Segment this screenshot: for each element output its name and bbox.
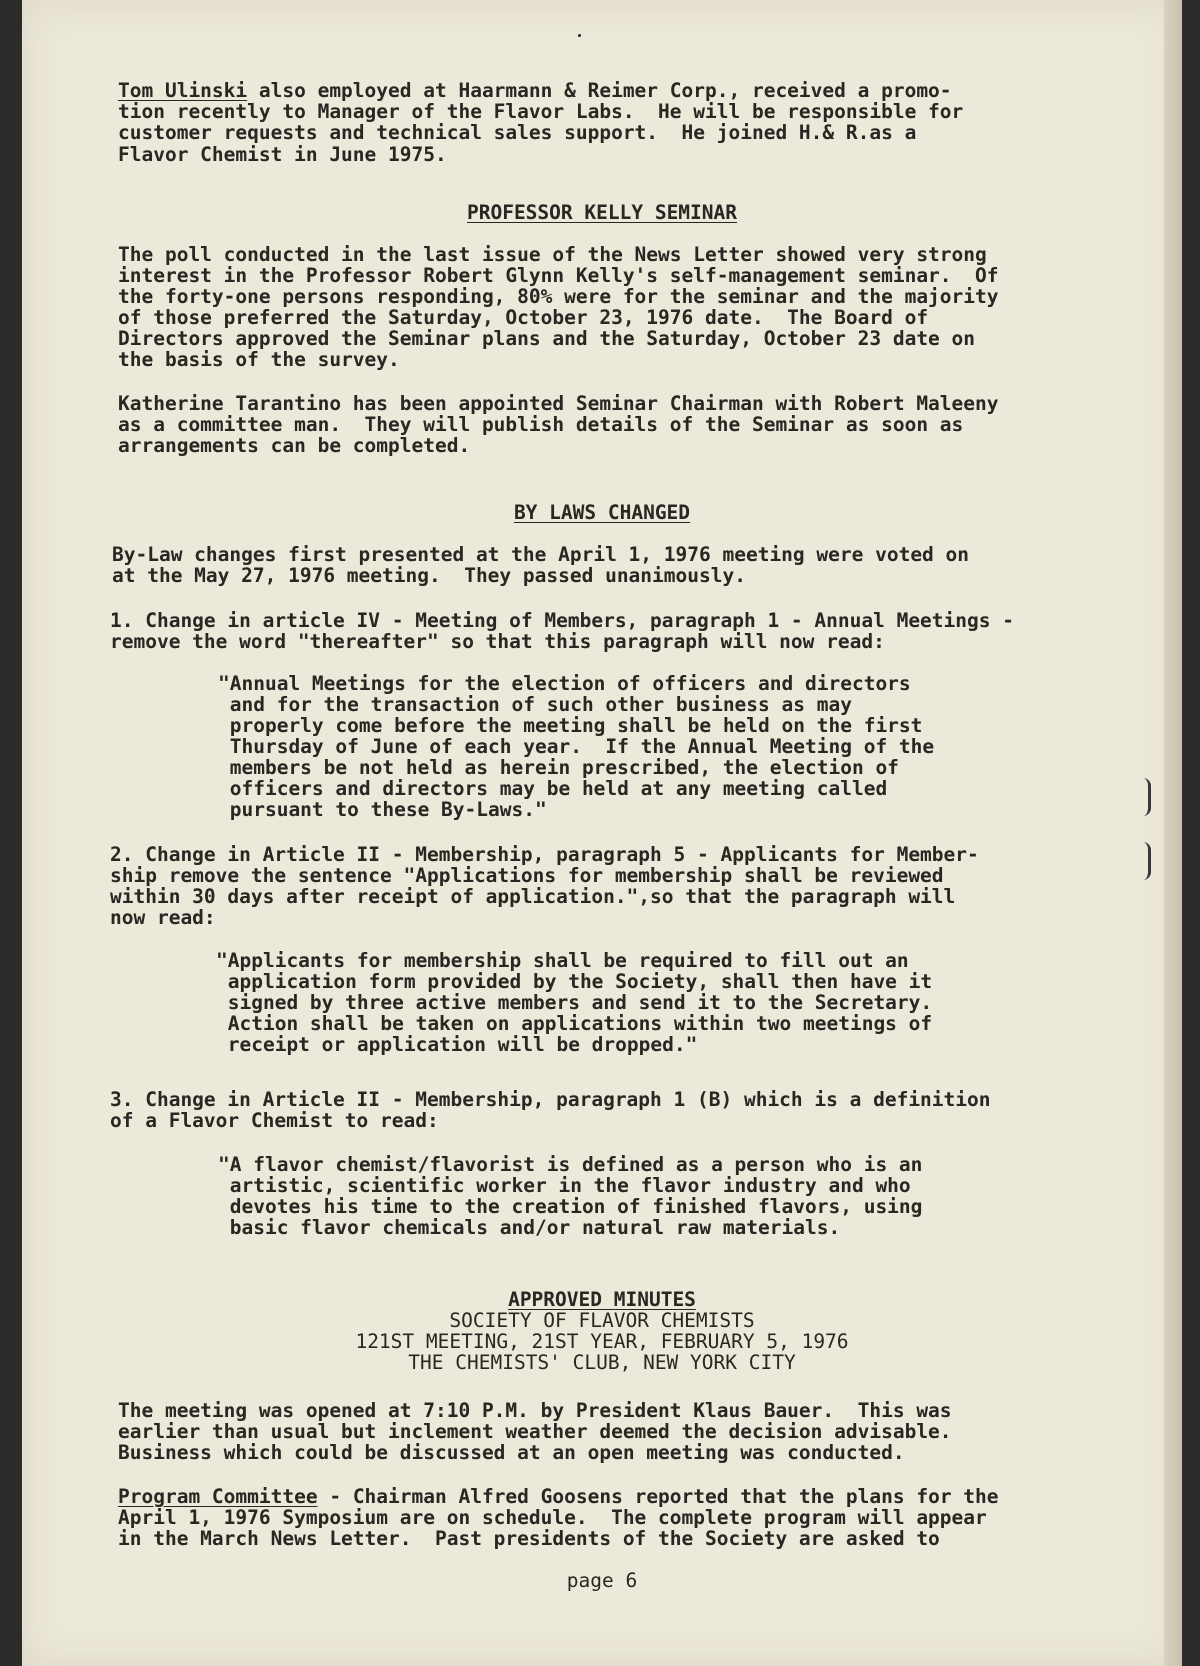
quote-line: "Annual Meetings for the election of officers and directors xyxy=(218,672,911,695)
quote-line: receipt or application will be dropped." xyxy=(216,1033,698,1056)
document-page xyxy=(22,0,1182,1666)
program-line: in the March News Letter. Past presidents of the Society are asked to xyxy=(118,1527,940,1550)
minutes-line: earlier than usual but inclement weather deemed the decision advisable. xyxy=(118,1420,952,1443)
program-line-1: Program Committee - Chairman Alfred Goosens reported that the plans for the xyxy=(118,1485,999,1508)
kelly-line: Katherine Tarantino has been appointed Seminar Chairman with Robert Maleeny xyxy=(118,392,999,415)
ulinski-line: Flavor Chemist in June 1975. xyxy=(118,143,447,166)
minutes-location: THE CHEMISTS' CLUB, NEW YORK CITY xyxy=(408,1351,796,1374)
page-number: page 6 xyxy=(566,1569,638,1592)
quote-line: and for the transaction of such other business as may xyxy=(218,693,852,716)
ulinski-line: customer requests and technical sales support. He joined H.& R.as a xyxy=(118,121,917,144)
minutes-line: The meeting was opened at 7:10 P.M. by President Klaus Bauer. This was xyxy=(118,1399,952,1422)
minutes-line: Business which could be discussed at an open meeting was conducted. xyxy=(118,1441,905,1464)
quote-line: basic flavor chemicals and/or natural raw materials. xyxy=(218,1216,841,1239)
ulinski-line: tion recently to Manager of the Flavor Labs. He will be responsible for xyxy=(118,100,964,123)
minutes-heading: APPROVED MINUTES xyxy=(508,1288,696,1311)
bylaws-line: ship remove the sentence "Applications for membership shall be reviewed xyxy=(110,864,944,887)
bylaws-line: 3. Change in Article II - Membership, paragraph 1 (B) which is a definition xyxy=(110,1088,991,1111)
quote-line: Thursday of June of each year. If the Annual Meeting of the xyxy=(218,735,935,758)
ulinski-name: Tom Ulinski xyxy=(118,79,248,102)
quote-line: application form provided by the Society, shall then have it xyxy=(216,970,933,993)
quote-line: members be not held as herein prescribed, the election of xyxy=(218,756,899,779)
minutes-meeting: 121ST MEETING, 21ST YEAR, FEBRUARY 5, 1976 xyxy=(355,1330,849,1353)
bylaws-line: within 30 days after receipt of application.",so that the paragraph will xyxy=(110,885,956,908)
bylaws-line: at the May 27, 1976 meeting. They passed unanimously. xyxy=(112,564,746,587)
quote-line: Action shall be taken on applications within two meetings of xyxy=(216,1012,933,1035)
ulinski-line-1: Tom Ulinski also employed at Haarmann & Reimer Corp., received a promo- xyxy=(118,79,952,102)
ink-dot xyxy=(578,34,581,37)
bylaws-line: remove the word "thereafter" so that this paragraph will now read: xyxy=(110,630,885,653)
kelly-line: interest in the Professor Robert Glynn Kelly's self-management seminar. Of xyxy=(118,264,999,287)
kelly-line: arrangements can be completed. xyxy=(118,434,471,457)
quote-line: "Applicants for membership shall be required to fill out an xyxy=(216,949,909,972)
kelly-line: the basis of the survey. xyxy=(118,348,400,371)
kelly-heading: PROFESSOR KELLY SEMINAR xyxy=(466,201,738,224)
kelly-line: The poll conducted in the last issue of the News Letter showed very strong xyxy=(118,243,987,266)
bylaws-line: 2. Change in Article II - Membership, paragraph 5 - Applicants for Member- xyxy=(110,843,979,866)
quote-line: properly come before the meeting shall be held on the first xyxy=(218,714,923,737)
bylaws-line: now read: xyxy=(110,906,216,929)
staple-mark xyxy=(1138,778,1151,816)
quote-line: signed by three active members and send it to the Secretary. xyxy=(216,991,933,1014)
quote-line: "A flavor chemist/flavorist is defined as a person who is an xyxy=(218,1153,923,1176)
quote-line: pursuant to these By-Laws." xyxy=(218,798,547,821)
program-line: April 1, 1976 Symposium are on schedule. The complete program will appear xyxy=(118,1506,987,1529)
kelly-line: of those preferred the Saturday, October 23, 1976 date. The Board of xyxy=(118,306,929,329)
program-committee-label: Program Committee xyxy=(118,1485,318,1508)
minutes-society: SOCIETY OF FLAVOR CHEMISTS xyxy=(449,1309,755,1332)
page-edge xyxy=(1164,0,1182,1666)
bylaws-line: 1. Change in article IV - Meeting of Members, paragraph 1 - Annual Meetings - xyxy=(110,609,1014,632)
staple-mark xyxy=(1138,842,1151,880)
bylaws-heading: BY LAWS CHANGED xyxy=(513,501,691,524)
bylaws-line: of a Flavor Chemist to read: xyxy=(110,1109,439,1132)
quote-line: devotes his time to the creation of finished flavors, using xyxy=(218,1195,923,1218)
quote-line: artistic, scientific worker in the flavor industry and who xyxy=(218,1174,911,1197)
bylaws-line: By-Law changes first presented at the April 1, 1976 meeting were voted on xyxy=(112,543,970,566)
quote-line: officers and directors may be held at any meeting called xyxy=(218,777,888,800)
kelly-line: as a committee man. They will publish details of the Seminar as soon as xyxy=(118,413,964,436)
kelly-line: Directors approved the Seminar plans and the Saturday, October 23 date on xyxy=(118,327,976,350)
kelly-line: the forty-one persons responding, 80% were for the seminar and the majority xyxy=(118,285,999,308)
